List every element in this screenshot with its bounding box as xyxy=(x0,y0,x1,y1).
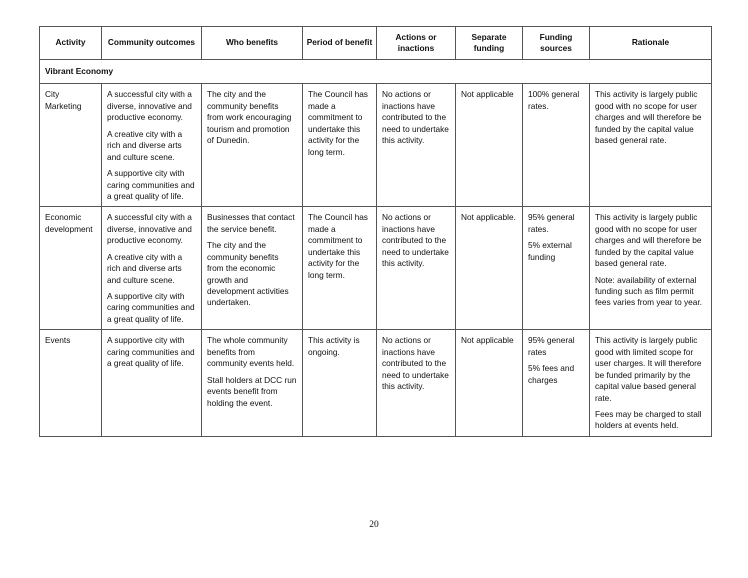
header-period-of-benefit: Period of benefit xyxy=(303,27,377,60)
outcome-text: A supportive city with caring communities and a great quality of life. xyxy=(107,168,195,201)
header-separate-funding: Separate funding xyxy=(456,27,523,60)
table-row xyxy=(40,84,712,207)
who-benefits-text: The whole community benefits from community events held. xyxy=(207,335,295,369)
period-cell: The Council has made a commitment to undertake this activity for the long term. xyxy=(303,84,377,207)
actions-cell: No actions or inactions have contributed to the need to undertake this activity. xyxy=(377,207,456,330)
actions-cell: No actions or inactions have contributed to the need to undertake this activity. xyxy=(377,330,456,437)
section-row xyxy=(40,60,712,84)
who-benefits-cell xyxy=(202,330,303,437)
period-cell: The Council has made a commitment to undertake this activity for the long term. xyxy=(303,207,377,330)
header-funding-sources: Funding sources xyxy=(523,27,590,60)
funding-table xyxy=(39,26,712,437)
header-actions-or-inactions: Actions or inactions xyxy=(377,27,456,60)
rationale-cell xyxy=(590,207,712,330)
rationale-text: This activity is largely public good with no scope for user charges and will therefore be funded by the capital value based general rate. xyxy=(595,212,702,269)
activity-cell: Events xyxy=(40,330,102,437)
separate-funding-cell: Not applicable. xyxy=(456,207,523,330)
outcome-text: A successful city with a diverse, innovative and productive economy. xyxy=(107,89,192,123)
who-benefits-text: Stall holders at DCC run events benefit from holding the event. xyxy=(207,374,297,408)
actions-cell: No actions or inactions have contributed to the need to undertake this activity. xyxy=(377,84,456,207)
rationale-text: Note: availability of external funding such as film permit fees varies from year to year. xyxy=(595,274,702,308)
outcome-text: A creative city with a rich and diverse arts and culture scene. xyxy=(107,128,183,162)
header-who-benefits: Who benefits xyxy=(202,27,303,60)
header-rationale: Rationale xyxy=(590,27,712,60)
funding-source-text: 5% fees and charges xyxy=(528,363,575,385)
table-row xyxy=(40,330,712,437)
rationale-cell xyxy=(590,84,712,207)
section-title: Vibrant Economy xyxy=(40,60,712,84)
funding-sources-cell xyxy=(523,330,590,437)
rationale-text: This activity is largely public good with no scope for user charges and will therefore be funded by the capital value based general rate. xyxy=(595,89,702,146)
period-cell: This activity is ongoing. xyxy=(303,330,377,437)
funding-source-text: 95% general rates. xyxy=(528,212,575,234)
outcomes-cell xyxy=(102,207,202,330)
table-header-row xyxy=(40,27,712,60)
funding-sources-cell xyxy=(523,207,590,330)
separate-funding-cell: Not applicable xyxy=(456,84,523,207)
activity-cell: City Marketing xyxy=(40,84,102,207)
outcomes-cell xyxy=(102,84,202,207)
who-benefits-text: The city and the community benefits from work encouraging tourism and promotion of Dunedin. xyxy=(207,89,292,146)
outcome-text: A successful city with a diverse, innovative and productive economy. xyxy=(107,212,192,246)
rationale-text: This activity is largely public good with limited scope for user charges. It will therefore be funded primarily by the capital value based general rate. xyxy=(595,335,702,403)
activity-cell: Economic development xyxy=(40,207,102,330)
funding-sources-cell xyxy=(523,84,590,207)
funding-source-text: 95% general rates xyxy=(528,335,575,357)
who-benefits-text: The city and the community benefits from the economic growth and development activities undertaken. xyxy=(207,240,289,308)
outcome-text: A supportive city with caring communities and a great quality of life. xyxy=(107,335,195,369)
separate-funding-cell: Not applicable xyxy=(456,330,523,437)
who-benefits-cell xyxy=(202,207,303,330)
page-number: 20 xyxy=(369,520,379,530)
outcome-text: A supportive city with caring communities and a great quality of life. xyxy=(107,291,195,324)
header-community-outcomes: Community outcomes xyxy=(102,27,202,60)
outcomes-cell xyxy=(102,330,202,437)
rationale-text: Fees may be charged to stall holders at events held. xyxy=(595,408,702,431)
rationale-cell xyxy=(590,330,712,437)
who-benefits-cell xyxy=(202,84,303,207)
funding-source-text: 100% general rates. xyxy=(528,89,580,111)
funding-source-text: 5% external funding xyxy=(528,240,572,262)
header-activity: Activity xyxy=(40,27,102,60)
table-row xyxy=(40,207,712,330)
who-benefits-text: Businesses that contact the service benefit. xyxy=(207,212,295,234)
outcome-text: A creative city with a rich and diverse arts and culture scene. xyxy=(107,251,183,285)
